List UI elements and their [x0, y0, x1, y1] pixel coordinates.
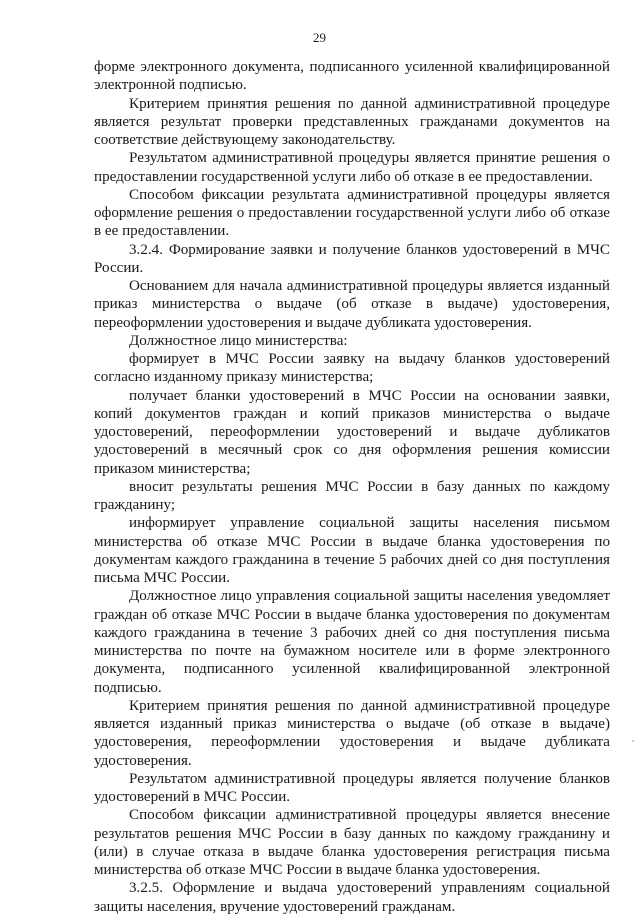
- list-item-forms-request: формирует в МЧС России заявку на выдачу бланков удостоверений согласно изданному приказу министерства;: [94, 351, 610, 386]
- scan-speck: [632, 740, 634, 742]
- page-number: 29: [313, 30, 326, 45]
- list-item-receives-forms: получает бланки удостоверений в МЧС России на основании заявки, копий документов граждан и копий приказов министерства о выдаче удостоверений, переоформлении удостоверений и выдаче дубликатов удостоверений в месячный срок со дня оформления решения комиссии приказом министерства;: [94, 387, 610, 477]
- section-heading-3-2-5: 3.2.5. Оформление и выдача удостоверений управлениям социальной защиты населения, вручение удостоверений гражданам.: [94, 880, 610, 915]
- paragraph-official-intro: Должностное лицо министерства:: [129, 332, 348, 349]
- paragraph-notifies-citizens: Должностное лицо управления социальной защиты населения уведомляет граждан об отказе МЧС России в выдаче бланка удостоверения по документам каждого гражданина в течение 3 рабочих дней со дня поступления письма министерства по почте на бумажном носителе или в форме электронного документа, подписанного усиленной квалифицированной электронной подписью.: [94, 588, 610, 696]
- document-body: [94, 58, 610, 916]
- list-item-enters-results: вносит результаты решения МЧС России в базу данных по каждому гражданину;: [94, 478, 610, 513]
- list-item-informs-department: информирует управление социальной защиты населения письмом министерства об отказе МЧС России в выдаче бланка удостоверения по документам каждого гражданина в течение 5 рабочих дней со дня поступления письма МЧС России.: [94, 515, 610, 586]
- paragraph-decision-criterion: Критерием принятия решения по данной административной процедуре является результат проверки представленных гражданами документов на соответствие действующему законодательству.: [94, 95, 610, 148]
- section-heading-3-2-4: 3.2.4. Формирование заявки и получение бланков удостоверений в МЧС России.: [94, 241, 610, 276]
- paragraph-result-fixation: Способом фиксации результата административной процедуры является оформление решения о предоставлении государственной услуги либо об отказе в ее предоставлении.: [94, 186, 610, 240]
- paragraph-decision-criterion-2: Критерием принятия решения по данной административной процедуре является изданный приказ министерства о выдаче (об отказе в выдаче) удостоверения, переоформлении удостоверения и выдаче дубликата удостоверения.: [94, 697, 610, 769]
- paragraph-procedure-result: Результатом административной процедуры является принятие решения о предоставлении государственной услуги либо об отказе в ее предоставлении.: [94, 150, 610, 185]
- paragraph-procedure-result-2: Результатом административной процедуры является получение бланков удостоверений в МЧС России.: [94, 770, 610, 805]
- paragraph-result-fixation-2: Способом фиксации административной процедуры является внесение результатов решения МЧС России в базу данных по каждому гражданину и (или) в случае отказа в выдаче бланка удостоверения регистрация письма министерства об отказе МЧС России в выдаче бланка удостоверения.: [94, 807, 610, 878]
- paragraph-procedure-basis: Основанием для начала административной процедуры является изданный приказ министерства о выдаче (об отказе в выдаче) удостоверения, переоформлении удостоверения и выдаче дубликата удостоверения.: [94, 278, 610, 331]
- paragraph-continuation: форме электронного документа, подписанного усиленной квалифицированной электронной подписью.: [94, 59, 610, 94]
